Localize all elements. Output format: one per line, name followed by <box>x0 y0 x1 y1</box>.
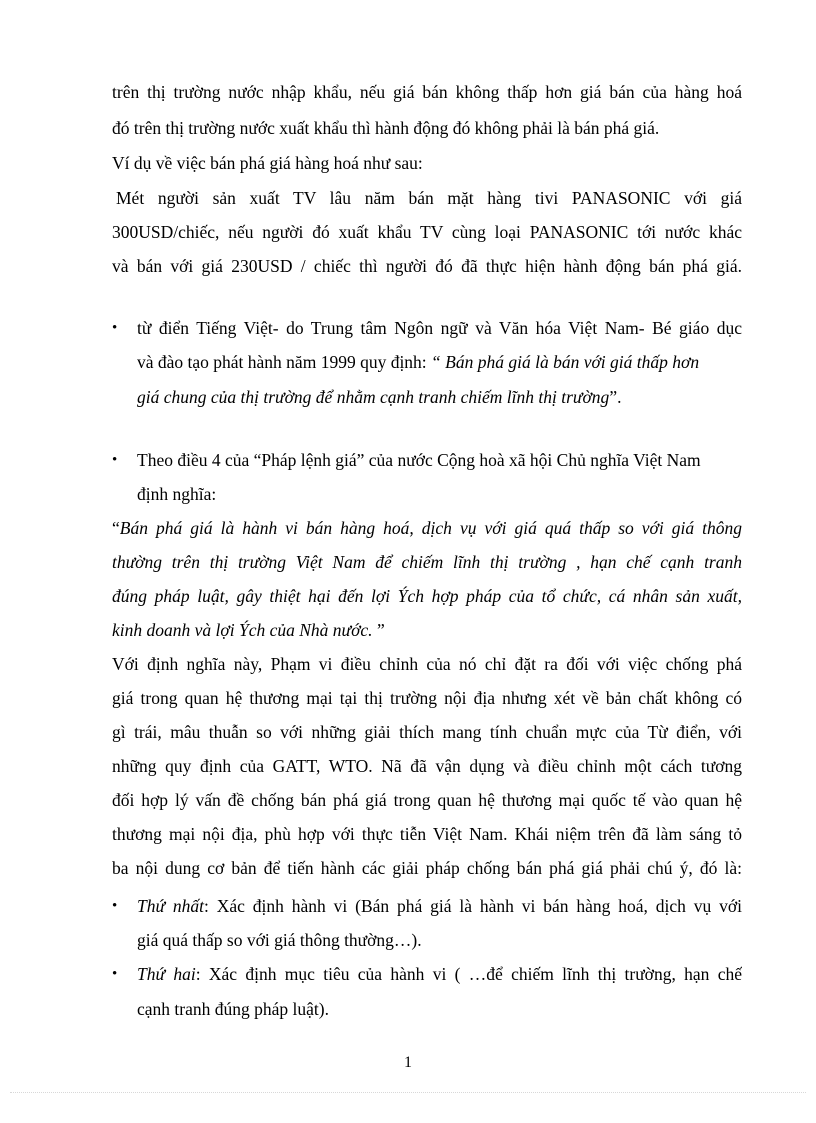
bullet-icon: • <box>112 898 118 914</box>
text-line: đó trên thị trường nước xuất khẩu thì hành động đó không phải là bán phá giá. <box>112 118 660 138</box>
italic-run: “ Bán phá giá là bán với giá thấp hơn <box>431 352 700 372</box>
bullet-icon: • <box>112 452 118 468</box>
text-line: từ điển Tiếng Việt- do Trung tâm Ngôn ngữ và Văn hóa Việt Nam- Bé giáo dục <box>137 318 742 338</box>
text-line: 300USD/chiếc, nếu người đó xuất khẩu TV cùng loại PANASONIC tới nước khác <box>112 222 742 242</box>
text-line: ba nội dung cơ bản để tiến hành các giải pháp chống bán phá giá phải chú ý, đó là: <box>112 858 742 878</box>
text-run: : Xác định mục tiêu của hành vi ( …để chiếm lĩnh thị trường, hạn chế <box>195 964 742 984</box>
quote-mark: ” <box>372 620 385 640</box>
text-line: cạnh tranh đúng pháp luật). <box>137 999 329 1019</box>
italic-run: giá chung của thị trường để nhằm cạnh tranh chiếm lĩnh thị trường <box>137 387 610 407</box>
page-divider <box>10 1092 806 1093</box>
text-line: và bán với giá 230USD / chiếc thì người đó đã thực hiện hành động bán phá giá. <box>112 256 742 276</box>
italic-run: Bán phá giá là hành vi bán hàng hoá, dịch vụ với giá quá thấp so với giá thông <box>119 518 742 538</box>
italic-label: Thứ nhất <box>137 896 205 916</box>
text-line: Theo điều 4 của “Pháp lệnh giá” của nước Cộng hoà xã hội Chủ nghĩa Việt Nam <box>137 450 701 470</box>
text-line: Mét người sản xuất TV lâu năm bán mặt hàng tivi PANASONIC với giá <box>116 188 742 208</box>
text-line: Ví dụ về việc bán phá giá hàng hoá như sau: <box>112 153 423 173</box>
page-number: 1 <box>404 1054 412 1071</box>
quote-line <box>112 550 742 574</box>
text-line <box>137 962 742 986</box>
italic-label: Thứ hai <box>137 964 196 984</box>
quote-line <box>112 618 742 642</box>
bullet-icon: • <box>112 966 118 982</box>
text-line: giá quá thấp so với giá thông thường…). <box>137 930 422 950</box>
text-line <box>137 894 742 918</box>
text-run: và đào tạo phát hành năm 1999 quy định: <box>137 352 432 372</box>
quote-line <box>112 584 742 608</box>
text-line: giá trong quan hệ thương mại tại thị trường nội địa nhưng xét về bản chất không có <box>112 688 742 708</box>
text-run: : Xác định hành vi (Bán phá giá là hành vi bán hàng hoá, dịch vụ với <box>204 896 742 916</box>
text-line <box>137 385 742 409</box>
quote-line <box>112 516 742 540</box>
text-line: Với định nghĩa này, Phạm vi điều chỉnh của nó chỉ đặt ra đối với việc chống phá <box>112 654 742 674</box>
italic-run: thường trên thị trường Việt Nam để chiếm lĩnh thị trường , hạn chế cạnh tranh <box>112 552 742 572</box>
text-line: những quy định của GATT, WTO. Nã đã vận dụng và điều chỉnh một cách tương <box>112 756 742 776</box>
text-line: định nghĩa: <box>137 484 217 504</box>
text-line <box>137 350 742 374</box>
text-line: đối hợp lý vấn đề chống bán phá giá trong quan hệ thương mại quốc tế vào quan hệ <box>112 790 742 810</box>
text-line: trên thị trường nước nhập khẩu, nếu giá bán không thấp hơn giá bán của hàng hoá <box>112 82 742 102</box>
italic-run: kinh doanh và lợi Ých của Nhà nước. <box>112 620 373 640</box>
text-run: ”. <box>609 387 622 407</box>
text-line: thương mại nội địa, phù hợp với thực tiễn Việt Nam. Khái niệm trên đã làm sáng tỏ <box>112 824 742 844</box>
italic-run: đúng pháp luật, gây thiệt hại đến lợi Ých hợp pháp của tổ chức, cá nhân sản xuất, <box>112 586 742 606</box>
quote-mark: “ <box>112 518 120 538</box>
text-line: gì trái, mâu thuẫn so với những giải thích mang tính chuẩn mực của Từ điển, với <box>112 722 742 742</box>
bullet-icon: • <box>112 320 118 336</box>
